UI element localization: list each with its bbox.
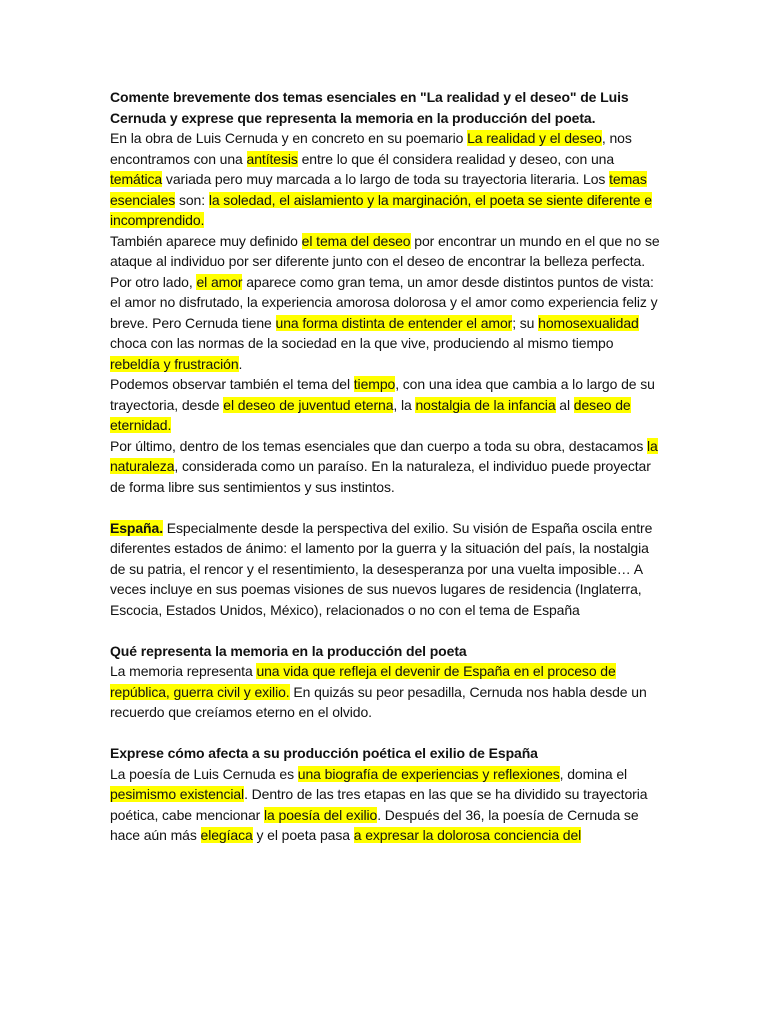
paragraph-tiempo <box>110 374 662 436</box>
text-run: Exprese cómo afecta a su producción poética el exilio de España <box>110 745 538 761</box>
highlighted-text: una forma distinta de entender el amor <box>275 314 513 331</box>
text-run: al <box>555 396 574 413</box>
paragraph-espana <box>110 518 662 621</box>
highlighted-text: el amor <box>196 273 243 290</box>
text-run: La poesía de Luis Cernuda es <box>110 765 298 782</box>
text-run: , nos encontramos con una <box>110 130 632 167</box>
highlighted-text: elegíaca <box>200 827 253 843</box>
text-run: entre lo que él considera realidad y deseo, con una <box>297 150 615 167</box>
text-run: son: <box>175 191 209 208</box>
paragraph-amor <box>110 272 662 375</box>
highlighted-text: nostalgia de la infancia <box>415 396 556 413</box>
paragraph-memoria <box>110 661 662 723</box>
text-run: , domina el <box>559 765 628 782</box>
highlighted-text: pesimismo existencial <box>110 786 245 802</box>
text-run: y el poeta pasa <box>252 827 354 843</box>
text-run: Podemos observar también el tema del <box>110 376 354 392</box>
paragraph-exilio <box>110 764 662 846</box>
highlighted-text: La realidad y el deseo <box>467 130 602 146</box>
paragraph-deseo <box>110 231 662 272</box>
highlighted-text: antítesis <box>246 150 298 167</box>
highlighted-text: una vida que refleja el devenir de España en el proceso de república, guerra civil y exilio. <box>110 663 616 700</box>
document-body <box>110 87 662 846</box>
highlighted-text: temas esenciales <box>110 171 647 208</box>
text-run: . Dentro de las tres etapas en las que se ha dividido su trayectoria poética, cabe mencionar <box>110 786 648 823</box>
highlighted-text: la poesía del exilio <box>264 806 378 823</box>
text-run: , la <box>393 396 416 413</box>
text-run: También aparece muy definido <box>110 232 302 249</box>
highlighted-text: el deseo de juventud eterna <box>223 396 394 413</box>
highlighted-text: a expresar la dolorosa conciencia del <box>353 827 582 843</box>
highlighted-text: tiempo <box>353 376 396 392</box>
highlighted-text: el tema del deseo <box>301 232 411 249</box>
highlighted-text: una biografía de experiencias y reflexiones <box>297 765 560 782</box>
text-run: ; su <box>512 314 539 331</box>
highlighted-text: deseo de eternidad. <box>110 396 631 433</box>
text-run: Por último, dentro de los temas esenciales que dan cuerpo a toda su obra, destacamos <box>110 437 648 454</box>
highlighted-text: rebeldía y frustración <box>110 355 239 372</box>
text-run: variada pero muy marcada a lo largo de toda su trayectoria literaria. Los <box>162 171 610 187</box>
text-run: aparece como gran tema, un amor desde distintos puntos de vista: el amor no disfrutado, la experiencia amorosa dolorosa y el amor como experiencia feliz y breve. Pero Cernuda tiene <box>110 273 658 331</box>
paragraph-naturaleza <box>110 436 662 498</box>
text-run: Por otro lado, <box>110 273 197 290</box>
text-run: . <box>238 355 243 372</box>
highlighted-text: España. <box>110 519 163 536</box>
text-run: En la obra de Luis Cernuda y en concreto en su poemario <box>110 130 468 146</box>
text-run: En quizás su peor pesadilla, Cernuda nos habla desde un recuerdo que creíamos eterno en el olvido. <box>110 683 647 720</box>
highlighted-text: la naturaleza <box>110 437 658 474</box>
text-run: choca con las normas de la sociedad en la que vive, produciendo al mismo tiempo <box>110 335 614 351</box>
text-run: , con una idea que cambia a lo largo de su trayectoria, desde <box>110 376 655 413</box>
question-heading <box>110 87 662 128</box>
paragraph-intro <box>110 128 662 231</box>
text-run: La memoria representa <box>110 663 257 679</box>
highlighted-text: temática <box>110 171 163 187</box>
memoria-heading <box>110 641 662 662</box>
text-run: Qué representa la memoria en la producción del poeta <box>110 642 467 659</box>
text-run: . Después del 36, la poesía de Cernuda se hace aún más <box>110 806 639 843</box>
text-run: Especialmente desde la perspectiva del exilio. Su visión de España oscila entre diferentes estados de ánimo: el lamento por la guerra y la situación del país, la nostalgia de su patria, el rencor y el resentimiento, la desesperanza por una vuelta imposible… A veces incluye en sus poemas visiones de sus nuevos lugares de residencia (Inglaterra, Escocia, Estados Unidos, México), relacionados o no con el tema de España <box>110 519 653 618</box>
text-run: Comente brevemente dos temas esenciales en "La realidad y el deseo" de Luis Cernuda y exprese que representa la memoria en la producción del poeta. <box>110 89 629 126</box>
text-run: por encontrar un mundo en el que no se ataque al individuo por ser diferente junto con el deseo de encontrar la belleza perfecta. <box>110 232 660 269</box>
exilio-heading <box>110 743 662 764</box>
highlighted-text: la soledad, el aislamiento y la marginación, el poeta se siente diferente e incomprendido. <box>110 191 652 228</box>
highlighted-text: homosexualidad <box>538 314 639 331</box>
text-run: , considerada como un paraíso. En la naturaleza, el individuo puede proyectar de forma libre sus sentimientos y sus instintos. <box>110 458 651 495</box>
